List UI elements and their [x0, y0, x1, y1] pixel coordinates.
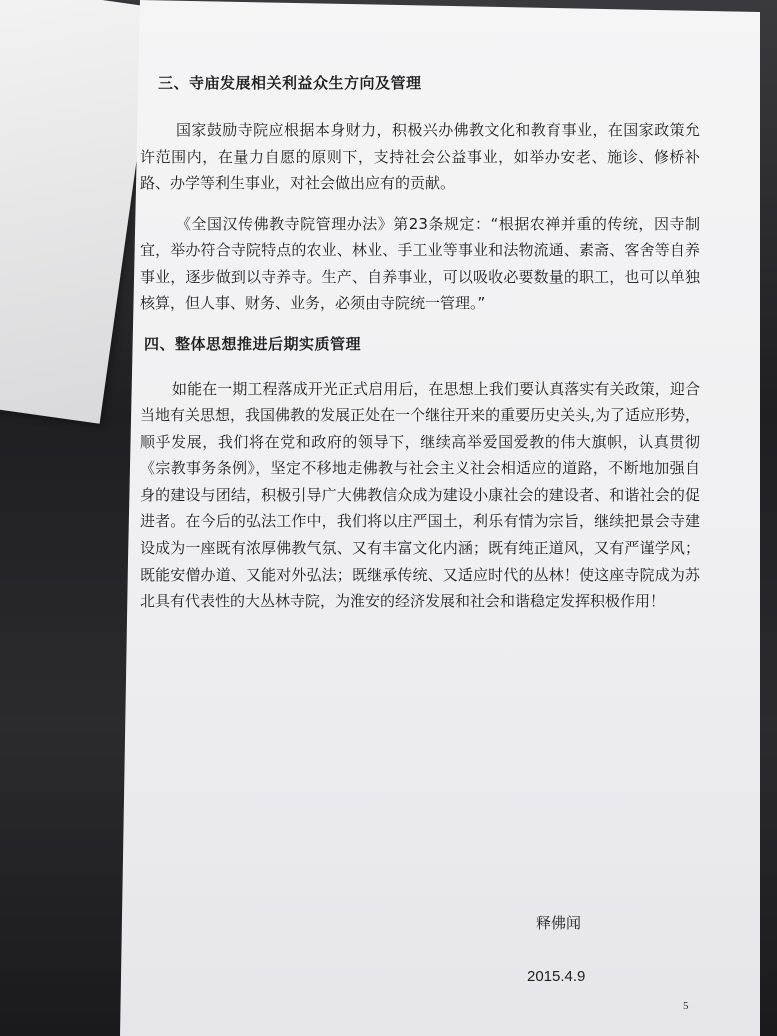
section-heading-3: 三、寺庙发展相关利益众生方向及管理 [158, 74, 422, 92]
signature: 释佛闻 [536, 914, 582, 932]
section-3-paragraph-1: 国家鼓励寺院应根据本身财力，积极兴办佛教文化和教育事业，在国家政策允许范围内，在量力自愿的原则下，支持社会公益事业，如举办安老、施诊、修桥补路、办学等利生事业，对社会做出应有的贡献。 [140, 121, 700, 192]
page-number: 5 [683, 1000, 689, 1012]
section-heading-4: 四、整体思想推进后期实质管理 [144, 334, 362, 353]
document-date: 2015.4.9 [527, 968, 586, 985]
section-4-paragraph-1: 如能在一期工程落成开光正式启用后，在思想上我们要认真落实有关政策，迎合当地有关思想，我国佛教的发展正处在一个继往开来的重要历史关头,为了适应形势，顺乎发展，我们将在党和政府的领导下，继续高举爱国爱教的伟大旗帜，认真贯彻《宗教事务条例》，坚定不移地走佛教与社会主义社会相适应的道路，不断地加强自身的建设与团结，积极引导广大佛教信众成为建设小康社会的建设者、和谐社会的促进者。在今后的弘法工作中，我们将以庄严国土，利乐有情为宗旨，继续把景会寺建设成为一座既有浓厚佛教气氛、又有丰富文化内涵；既有纯正道风，又有严谨学风；既能安僧办道、又能对外弘法；既继承传统、又适应时代的丛林！使这座寺院成为苏北具有代表性的大丛林寺院，为淮安的经济发展和社会和谐稳定发挥积极作用！ [140, 379, 700, 611]
document-body [140, 72, 700, 615]
section-3-paragraph-2: 《全国汉传佛教寺院管理办法》第23条规定：“根据农禅并重的传统，因寺制宜，举办符合寺院特点的农业、林业、手工业等事业和法物流通、素斋、客舍等自养事业，逐步做到以寺养寺。生产、自养事业，可以吸收必要数量的职工，也可以单独核算，但人事、财务、业务，必须由寺院统一管理。” [140, 214, 700, 312]
